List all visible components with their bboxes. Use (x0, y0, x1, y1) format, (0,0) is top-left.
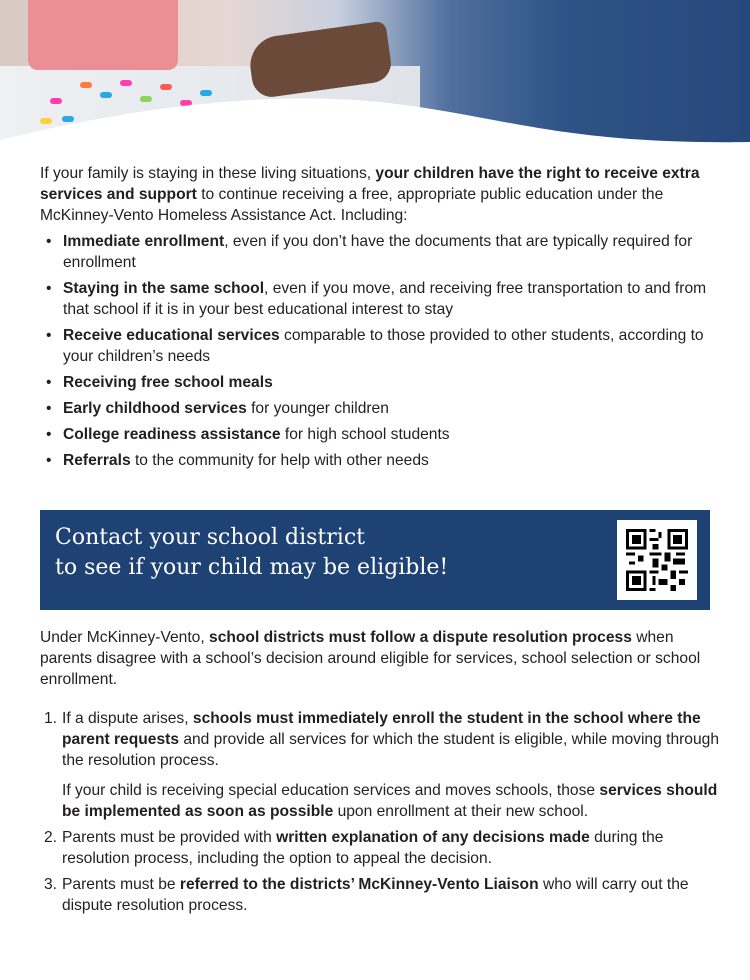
list-item: 2. Parents must be provided with written explanation of any decisions made during the resolution process, including the option to appeal the decision. (44, 829, 664, 867)
banner-heading: Contact your school district to see if your child may be eligible! (55, 525, 449, 580)
dispute-steps-list (40, 708, 720, 921)
services-list (40, 231, 720, 476)
special-education-note: If your child is receiving special education services and moves schools, those services should be implemented as soon as possible upon enrollment at their new school. (62, 782, 718, 820)
qr-code-icon[interactable] (617, 520, 697, 600)
list-item: • Referrals to the community for help with other needs (40, 450, 720, 471)
header-photo (0, 0, 750, 150)
list-item: • Immediate enrollment, even if you don’t have the documents that are typically required for enrollment (40, 231, 720, 273)
list-item: • Receiving free school meals (40, 372, 720, 393)
list-item: • Early childhood services for younger children (40, 398, 720, 419)
dispute-paragraph: Under McKinney-Vento, school districts must follow a dispute resolution process when parents disagree with a school’s decision around eligible for services, school selection or school enrollment. (40, 629, 701, 688)
intro-paragraph: If your family is staying in these living situations, your children have the right to receive extra services and support to continue receiving a free, appropriate public education under the McKinney-Vento Homeless Assistance Act. Including: (40, 165, 700, 224)
list-item: • Receive educational services comparable to those provided to other students, according to your children’s needs (40, 325, 720, 367)
list-item: • Staying in the same school, even if you move, and receiving free transportation to and from that school if it is in your best educational interest to stay (40, 278, 720, 320)
list-item: • College readiness assistance for high school students (40, 424, 720, 445)
contact-banner (40, 510, 710, 610)
list-item: 3. Parents must be referred to the districts’ McKinney-Vento Liaison who will carry out the dispute resolution process. (44, 876, 689, 914)
list-item: 1. If a dispute arises, schools must immediately enroll the student in the school where the parent requests and provide all services for which the student is eligible, while moving through the resolution process. If your child is receiving special education services and moves schools, those services should be implemented as soon as possible upon enrollment at their new school. (44, 710, 720, 820)
